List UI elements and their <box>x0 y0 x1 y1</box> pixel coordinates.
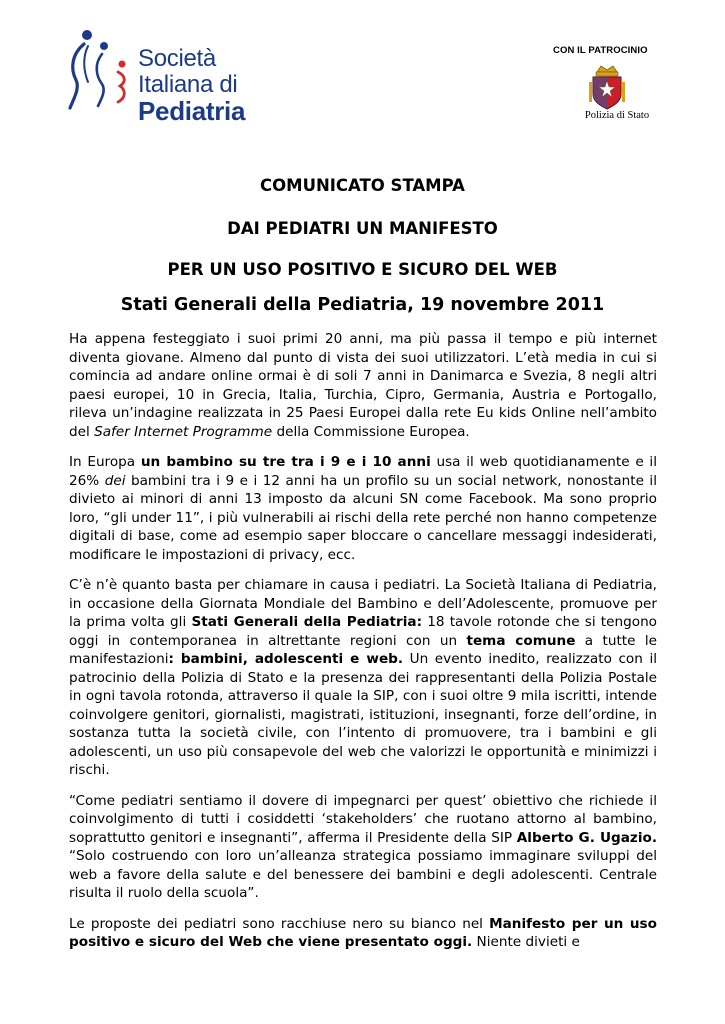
text-span: Un evento inedito, realizzato con il patrocinio della Polizia di Stato e la presenza dei rappresentanti della Polizia Postale in ogni tavola rotonda, attraverso il quale la SIP, con i suoi oltre 9 mila iscritti, intende coinvolgere genitori, giornalisti, magistrati, istituzioni, insegnanti, forze dell’ordine, in sostanza tutta la società civile, con l’intento di promuovere, tra i bambini e gli adolescenti, un uso più consapevole del web che valorizzi le opportunità e minimizzi i rischi. <box>69 651 657 778</box>
text-span: Le proposte dei pediatri sono racchiuse nero su bianco nel <box>69 915 490 932</box>
sip-logo <box>66 28 256 128</box>
emphasis: Manifesto per un uso positivo e sicuro del Web che viene presentato oggi. <box>69 915 657 950</box>
emphasis: tema comune <box>466 632 576 649</box>
emphasis-italic: dei <box>104 472 126 489</box>
polizia-label: Polizia di Stato <box>584 110 650 121</box>
text-span: “Solo costruendo con loro un’alleanza strategica possiamo immaginare sviluppi del web a favore della salute e del benessere dei bambini e degli adolescenti. Centrale risulta il ruolo della scuola”. <box>69 848 657 901</box>
text-span: 18 tavole rotonde che si tengono oggi in contemporanea in altrettante regioni con un <box>69 614 657 649</box>
text-span: Niente divieti e <box>472 934 580 950</box>
text-span: “Come pediatri sentiamo il dovere di impegnarci per quest’ obiettivo che richiede il coinvolgimento di tutti i cosiddetti ‘stakeholders’ che ruotano attorno al bambino, soprattutto genitori e insegnanti”, afferma il Presidente della SIP <box>69 792 657 846</box>
text-span: C’è n’è quanto basta per chiamare in causa i pediatri. La Società Italiana di Pediatria, in occasione della Giornata Mondiale del Bambino e dell’Adolescente, promuove per la prima volta gli <box>69 577 657 630</box>
patronage-label: CON IL PATROCINIO <box>553 45 648 56</box>
text-span: a tutte le manifestazioni <box>69 632 658 667</box>
title-web: PER UN USO POSITIVO E SICURO DEL WEB <box>167 260 558 279</box>
paragraph-1 <box>69 330 657 441</box>
text-span: In Europa <box>69 454 141 470</box>
children-figures-icon <box>66 28 134 114</box>
text-span: della Commissione Europea. <box>272 423 470 440</box>
paragraph-4 <box>69 792 657 903</box>
logo-line-1: Società <box>138 45 216 72</box>
logo-line-3: Pediatria <box>138 96 246 126</box>
president-name: Alberto G. Ugazio. <box>516 829 657 846</box>
article-body <box>69 330 657 964</box>
program-name: Safer Internet Programme <box>94 423 273 440</box>
emphasis: Stati Generali della Pediatria: <box>191 614 423 630</box>
polizia-crest-icon <box>587 64 627 110</box>
emphasis: un bambino su tre tra i 9 e i 10 anni <box>140 454 431 470</box>
patronage-block <box>553 45 673 121</box>
paragraph-2 <box>69 453 657 564</box>
text-span: Ha appena festeggiato i suoi primi 20 anni, ma più passa il tempo e più internet diventa giovane. Almeno dal punto di vista dei suoi utilizzatori. L’età media in cui si comincia ad andare online ormai è di soli 7 anni in Danimarca e Svezia, 8 negli altri paesi europei, 10 in Grecia, Italia, Turchia, Cipro, Germania, Austria e Portogallo, rileva un’indagine realizzata in 25 Paesi Europei dalla rete Eu kids Online nell’ambito del <box>69 331 657 440</box>
emphasis: : bambini, adolescenti e web. <box>168 651 404 667</box>
text-span: usa il web quotidianamente e il 26% <box>69 454 657 489</box>
title-manifesto: DAI PEDIATRI UN MANIFESTO <box>227 219 498 238</box>
text-span: bambini tra i 9 e i 12 anni ha un profilo su un social network, nonostante il divieto ai minori di anni 13 imposto da alcuni SN come Facebook. Ma sono proprio loro, “gli under 11”, i più vulnerabili ai rischi della rete perché non hanno competenze digitali di base, come ad esempio saper bloccare o cancellare messaggi indesiderati, modificare le impostazioni di privacy, ecc. <box>69 472 657 563</box>
paragraph-5 <box>69 915 657 952</box>
title-event: Stati Generali della Pediatria, 19 novembre 2011 <box>120 295 605 315</box>
paragraph-3 <box>69 576 657 780</box>
logo-line-2: Italiana di <box>138 71 238 98</box>
title-comunicato: COMUNICATO STAMPA <box>260 176 465 195</box>
